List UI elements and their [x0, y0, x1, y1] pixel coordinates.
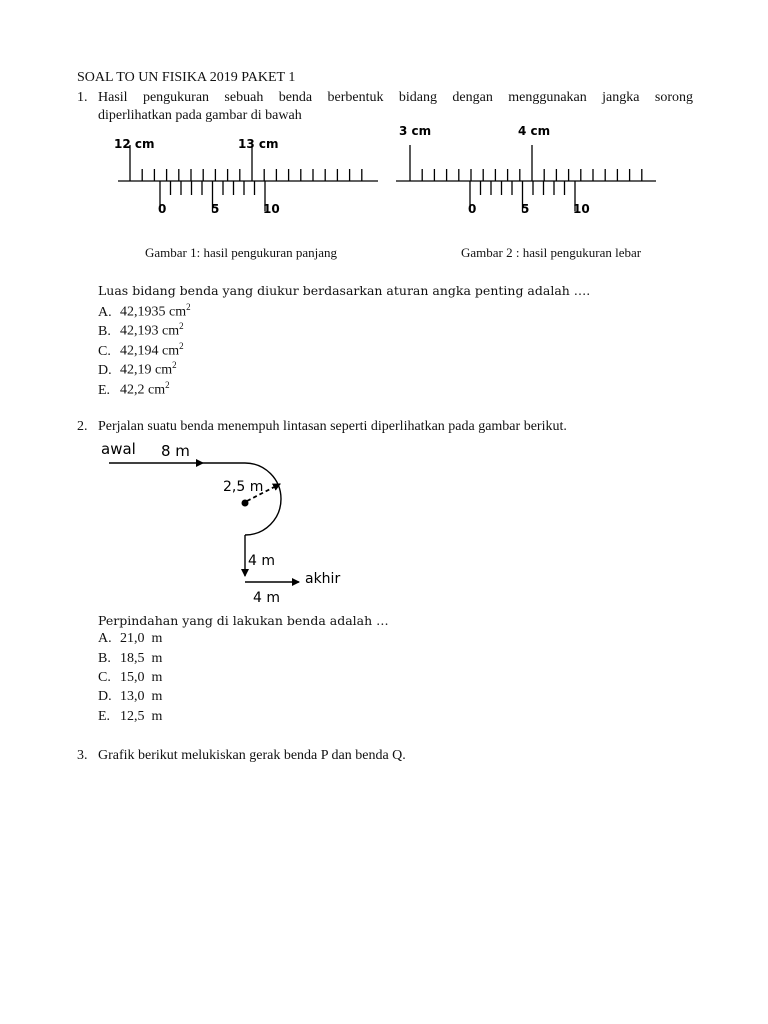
question-2-number: 2.	[77, 419, 88, 434]
fig2-main-right-label: 4 cm	[518, 124, 551, 138]
label-segment-3: 4 m	[253, 590, 280, 606]
caliper-figure-2	[390, 118, 665, 220]
option-e: E. 42,2 $cm^2$	[98, 380, 170, 398]
path-diagram	[95, 436, 355, 608]
question-2-prompt: Perpindahan yang di lakukan benda adalah …	[98, 613, 389, 628]
label-awal: awal	[101, 440, 136, 458]
document-title: SOAL TO UN FISIKA 2019 PAKET 1	[77, 70, 296, 85]
label-segment-2: 4 m	[248, 553, 275, 569]
figure-2-caption: Gambar 2 : hasil pengukuran lebar	[461, 245, 642, 260]
option-a: A. 42,1935 $cm^2$	[98, 302, 191, 320]
label-segment-1: 8 m	[161, 442, 190, 460]
label-radius: 2,5 m	[223, 479, 264, 495]
fig1-vernier-5: 5	[211, 202, 220, 216]
option-b: B. 18,5 m	[98, 651, 163, 666]
option-a: A. 21,0 m	[98, 631, 163, 646]
fig1-vernier-10: 10	[263, 202, 280, 216]
fig1-vernier-0: 0	[158, 202, 167, 216]
question-3-number: 3.	[77, 748, 88, 763]
fig2-vernier-5: 5	[521, 202, 530, 216]
question-1-line2: diperlihatkan pada gambar di bawah	[98, 108, 302, 123]
fig2-vernier-0: 0	[468, 202, 477, 216]
fig2-vernier-10: 10	[573, 202, 590, 216]
label-akhir: akhir	[305, 571, 341, 587]
question-1-line1: Hasil pengukuran sebuah benda berbentuk bidang dengan menggunakan jangka sorong	[98, 90, 693, 105]
fig1-main-left-label: 12 cm	[114, 137, 155, 151]
option-b: B. 42,193 $cm^2$	[98, 321, 184, 339]
option-e: E. 12,5 m	[98, 709, 163, 724]
option-d: D. 42,19 $cm^2$	[98, 360, 177, 378]
fig1-main-right-label: 13 cm	[238, 137, 279, 151]
question-2-text: Perjalan suatu benda menempuh lintasan seperti diperlihatkan pada gambar berikut.	[98, 419, 567, 434]
option-c: C. 42,194 $cm^2$	[98, 341, 184, 359]
figure-1-caption: Gambar 1: hasil pengukuran panjang	[145, 245, 338, 260]
question-3-text: Grafik berikut melukiskan gerak benda P dan benda Q.	[98, 748, 406, 763]
caliper-figure-1	[110, 130, 385, 220]
option-d: D. 13,0 m	[98, 689, 163, 704]
question-1-number: 1.	[77, 90, 88, 105]
option-c: C. 15,0 m	[98, 670, 163, 685]
question-1-prompt: Luas bidang benda yang diukur berdasarkan aturan angka penting adalah ….	[98, 283, 591, 298]
fig2-main-left-label: 3 cm	[399, 124, 432, 138]
